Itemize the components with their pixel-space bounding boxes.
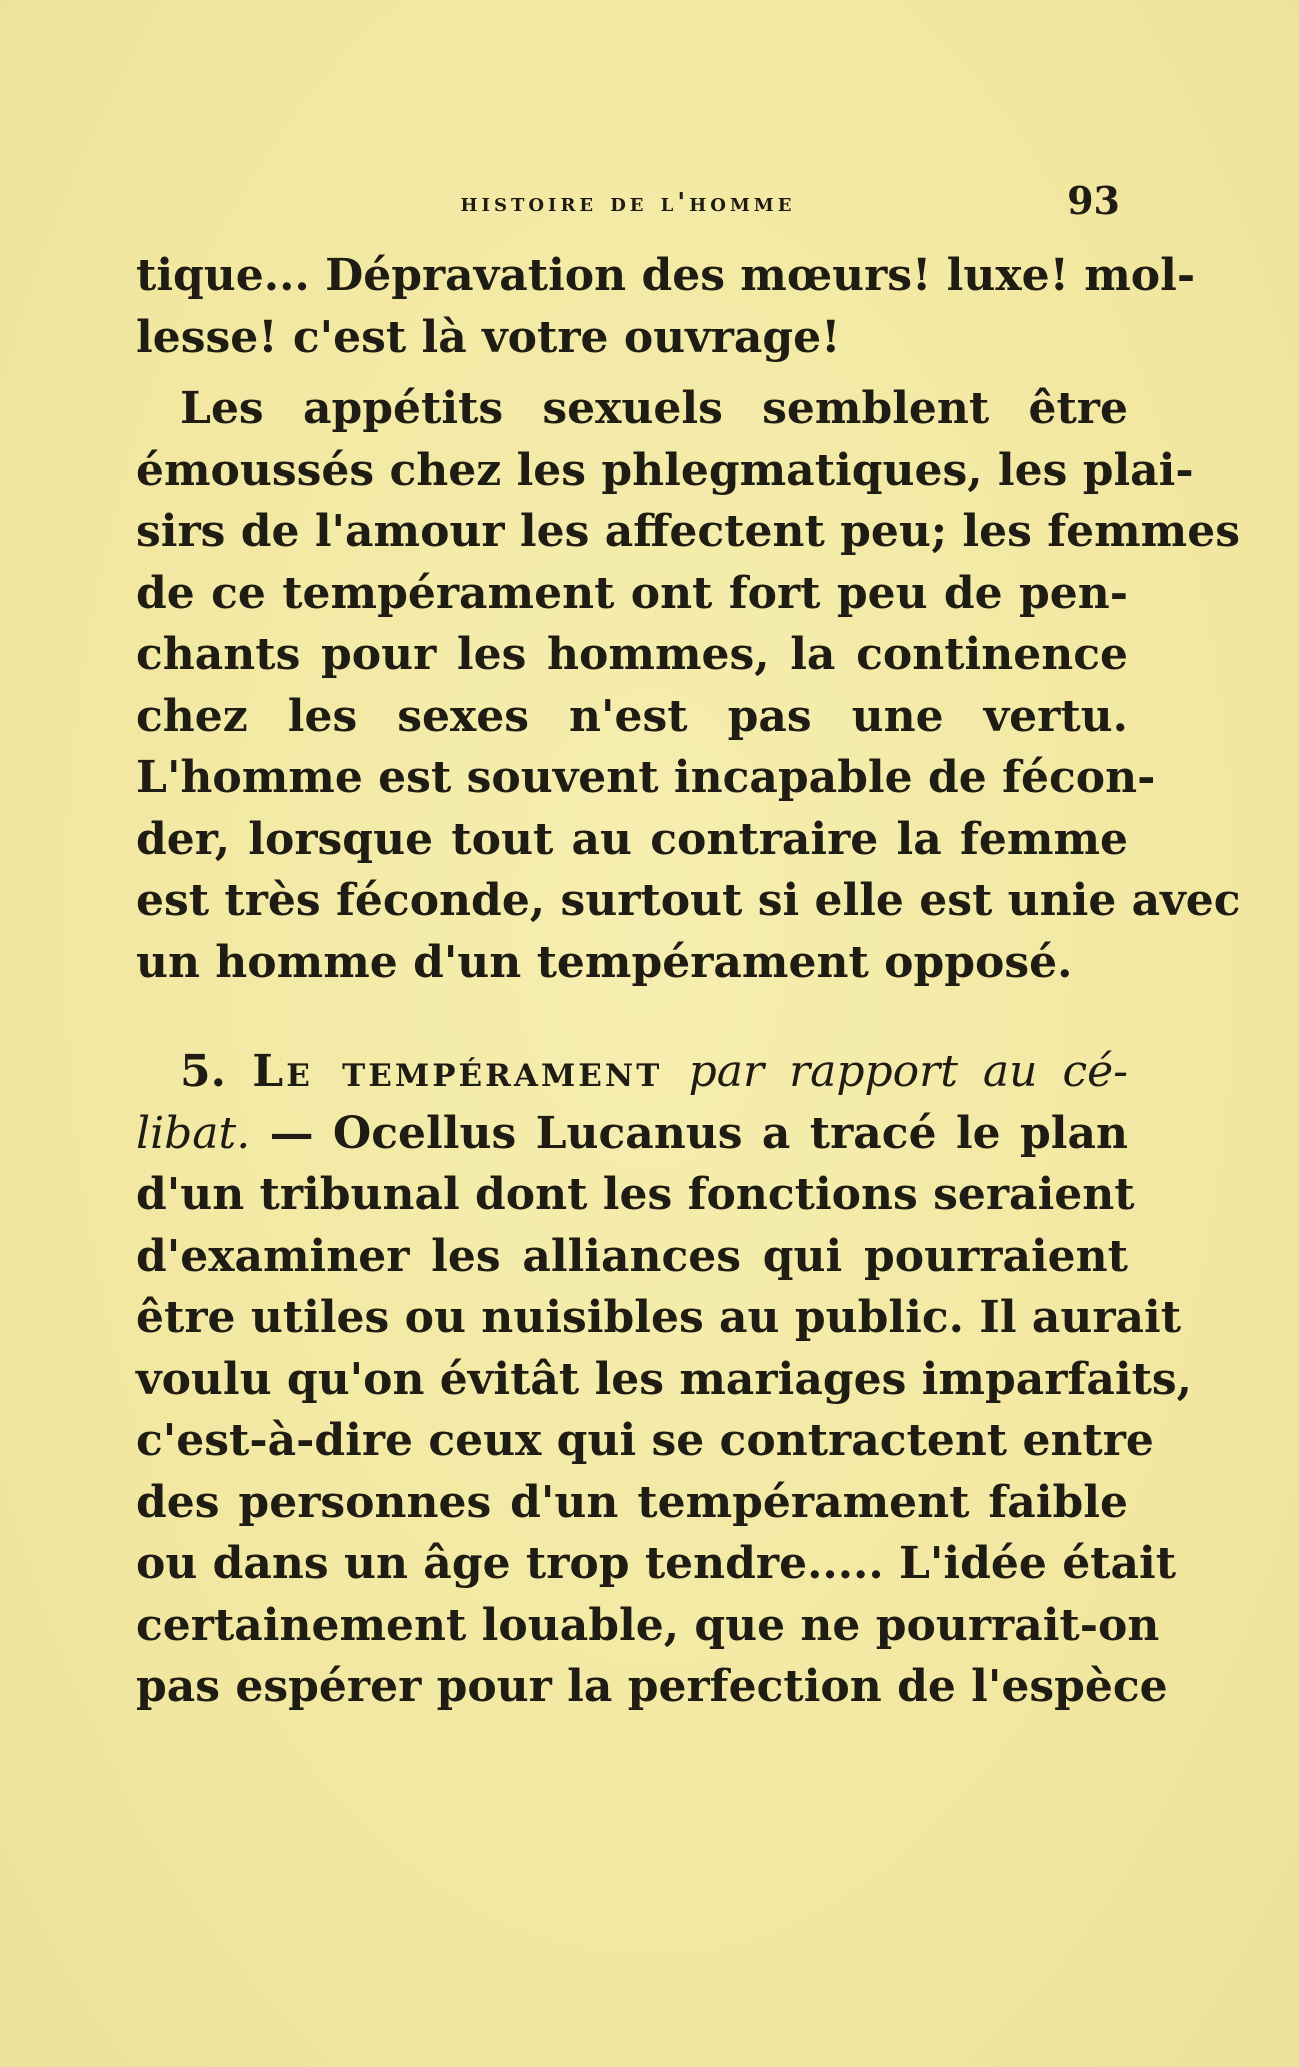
- paragraph-1: [136, 245, 1196, 368]
- text-line: chants pour les hommes, la continence: [136, 629, 1128, 680]
- text-run: — Ocellus Lucanus a tracé le plan: [269, 1107, 1128, 1159]
- text-line: [136, 1103, 1128, 1165]
- section-heading-caps: Le tempérament: [252, 1046, 663, 1097]
- text-line: Les appétits sexuels semblent être: [180, 383, 1128, 434]
- section-heading-line: [136, 1041, 1128, 1103]
- text-line: d'un tribunal dont les fonctions seraient: [136, 1169, 1135, 1220]
- text-line: pas espérer pour la perfection de l'espèce: [136, 1661, 1168, 1712]
- text-line: c'est-à-dire ceux qui se contractent entre: [136, 1415, 1154, 1466]
- text-line: d'examiner les alliances qui pourraient: [136, 1230, 1128, 1282]
- running-header: [136, 178, 1120, 228]
- section-5: [136, 1041, 1192, 1718]
- section-heading-italic-cont: libat.: [136, 1107, 251, 1159]
- text-line: certainement louable, que ne pourrait-on: [136, 1599, 1160, 1651]
- text-line: lesse! c'est là votre ouvrage!: [136, 311, 841, 363]
- text-line: tique... Dépravation des mœurs! luxe! mol-: [136, 250, 1196, 301]
- text-line: der, lorsque tout au contraire la femme: [136, 813, 1128, 865]
- text-line: de ce tempérament ont fort peu de pen-: [136, 567, 1128, 619]
- text-line: L'homme est souvent incapable de fécon-: [136, 752, 1156, 803]
- section-number: 5.: [180, 1046, 226, 1097]
- page-number: 93: [1067, 178, 1120, 223]
- text-line: voulu qu'on évitât les mariages imparfaits,: [136, 1353, 1192, 1405]
- text-line: être utiles ou nuisibles au public. Il aurait: [136, 1292, 1182, 1343]
- text-line: chez les sexes n'est pas une vertu.: [136, 690, 1128, 742]
- text-line: des personnes d'un tempérament faible: [136, 1476, 1128, 1528]
- text-line: émoussés chez les phlegmatiques, les plai-: [136, 444, 1194, 496]
- text-line: sirs de l'amour les affectent peu; les femmes: [136, 506, 1240, 557]
- body-text: [136, 245, 1241, 1718]
- text-line: un homme d'un tempérament opposé.: [136, 936, 1073, 988]
- text-line: est très féconde, surtout si elle est unie avec: [136, 875, 1241, 926]
- section-heading-italic: par rapport au cé-: [688, 1046, 1128, 1097]
- paragraph-2: [136, 378, 1241, 993]
- running-title: histoire de l'homme: [460, 188, 796, 218]
- text-line: ou dans un âge trop tendre..... L'idée était: [136, 1538, 1177, 1589]
